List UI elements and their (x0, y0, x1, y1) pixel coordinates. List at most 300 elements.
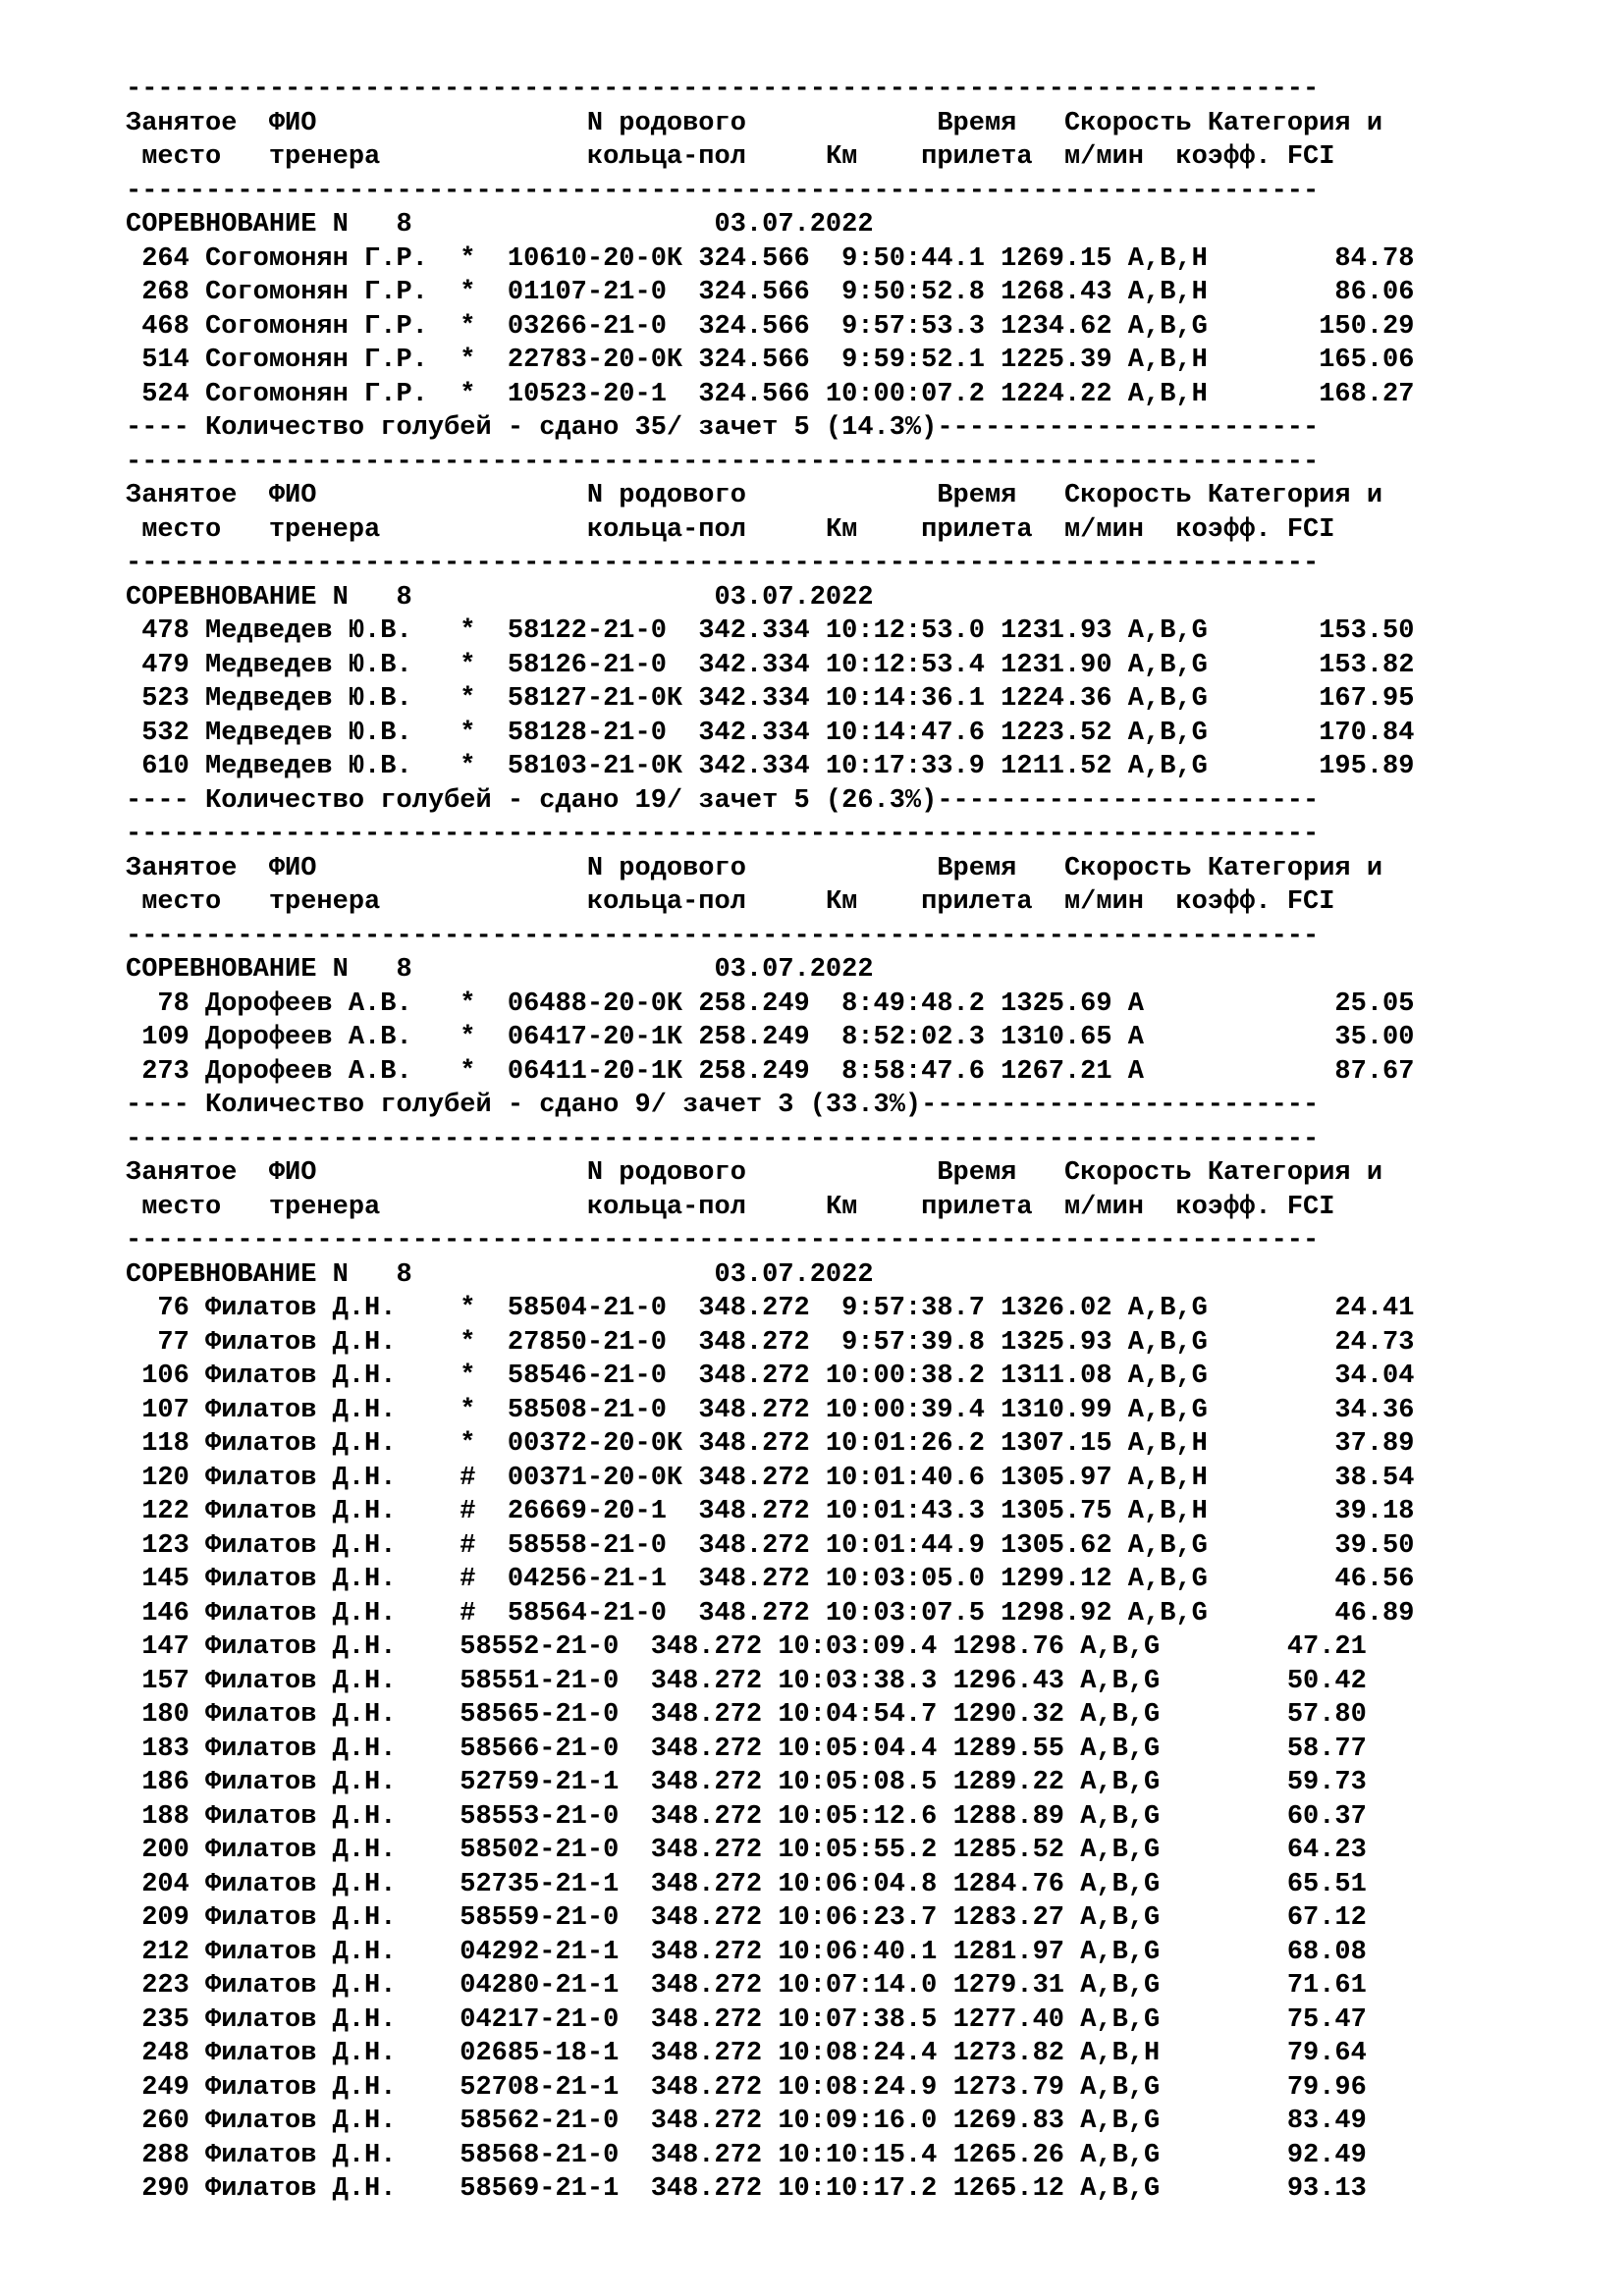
speed-cell: 1223.52 (1001, 718, 1112, 748)
ring-cell: 58546-21-0 (507, 1362, 699, 1391)
speed-cell: 1267.21 (1001, 1056, 1112, 1087)
header-fio: ФИО (268, 1158, 587, 1188)
name-cell: Медведев Ю.В. (205, 650, 460, 680)
ring-cell: 58508-21-0 (507, 1395, 699, 1425)
results-page (126, 73, 1598, 2207)
place-cell: 183 (126, 1734, 206, 1764)
competition-date: 03.07.2022 (714, 582, 874, 613)
table-row (126, 717, 1598, 751)
competition-number: 8 (396, 1259, 412, 1290)
place-cell: 478 (126, 616, 206, 646)
mark-cell: * (460, 379, 508, 409)
category-cell: A,B,G (1080, 1700, 1176, 1730)
km-cell: 342.334 (698, 650, 810, 680)
table-row (126, 1834, 1598, 1868)
time-cell: 8:49:48.2 (809, 988, 985, 1019)
ring-cell: 06411-20-1К (507, 1056, 699, 1087)
km-cell: 348.272 (650, 1666, 763, 1696)
coef-cell: 83.49 (1175, 2107, 1367, 2136)
header-time: Время (937, 108, 1064, 138)
speed-cell: 1231.90 (1001, 650, 1112, 680)
time-cell: 10:08:24.4 (762, 2039, 938, 2068)
ring-cell: 00372-20-0К (507, 1429, 699, 1459)
time-cell: 10:09:16.0 (762, 2107, 938, 2136)
place-cell: 204 (126, 1869, 206, 1899)
table-row (126, 1360, 1598, 1394)
speed-cell: 1325.93 (1001, 1327, 1112, 1358)
name-cell: Филатов Д.Н. (205, 1869, 460, 1899)
header-km: Км (825, 142, 922, 172)
mark-cell: # (460, 1497, 508, 1526)
mark-cell: * (460, 988, 508, 1019)
competition-line (126, 953, 1598, 988)
speed-cell: 1298.76 (952, 1632, 1064, 1662)
competition-number: 8 (396, 582, 412, 613)
name-cell: Согомонян Г.Р. (205, 379, 460, 409)
ring-cell: 58502-21-0 (460, 1836, 651, 1865)
coef-cell: 71.61 (1175, 1971, 1367, 2001)
header-speed-2: м/мин (1063, 887, 1176, 917)
coef-cell: 24.41 (1223, 1294, 1415, 1323)
header-place-2: место (141, 514, 269, 545)
mark-cell: * (460, 650, 508, 680)
coef-cell: 35.00 (1223, 1023, 1415, 1052)
header-time: Время (937, 853, 1064, 883)
name-cell: Филатов Д.Н. (205, 2072, 460, 2103)
mark-cell: * (460, 616, 508, 646)
km-cell: 348.272 (650, 2072, 763, 2103)
name-cell: Филатов Д.Н. (205, 1666, 460, 1696)
time-cell: 10:12:53.4 (809, 650, 985, 680)
time-cell: 10:14:47.6 (809, 718, 985, 748)
header-speed: Скорость (1063, 108, 1208, 138)
ring-cell: 58566-21-0 (460, 1734, 651, 1764)
ring-cell: 58562-21-0 (460, 2107, 651, 2136)
speed-cell: 1311.08 (1001, 1362, 1112, 1391)
place-cell: 109 (126, 1023, 206, 1052)
ring-cell: 04292-21-1 (460, 1937, 651, 1967)
mark-cell: * (460, 243, 508, 274)
competition-date: 03.07.2022 (714, 955, 874, 985)
separator-line: --------------------------------------------------------------------------- (126, 1226, 1320, 1255)
header-time-2: прилета (921, 142, 1064, 172)
header-cat: Категория и (1207, 481, 1383, 510)
header-place-2: место (141, 887, 269, 917)
header-time: Время (937, 1158, 1064, 1188)
table-row (126, 1394, 1598, 1428)
speed-cell: 1265.12 (952, 2174, 1064, 2204)
place-cell: 610 (126, 752, 206, 781)
km-cell: 348.272 (650, 2174, 763, 2204)
coef-cell: 50.42 (1175, 1666, 1367, 1696)
column-header-line-1 (126, 107, 1598, 141)
time-cell: 9:50:44.1 (809, 243, 985, 274)
coef-cell: 34.36 (1223, 1395, 1415, 1425)
place-cell: 106 (126, 1362, 206, 1391)
speed-cell: 1288.89 (952, 1801, 1064, 1832)
category-cell: A (1127, 988, 1224, 1019)
place-cell: 146 (126, 1598, 206, 1629)
place-cell: 523 (126, 684, 206, 714)
time-cell: 10:10:17.2 (762, 2174, 938, 2204)
table-row (126, 2003, 1598, 2038)
coef-cell: 24.73 (1223, 1327, 1415, 1358)
name-cell: Филатов Д.Н. (205, 1734, 460, 1764)
column-header-line-2 (126, 1191, 1598, 1225)
coef-cell: 170.84 (1223, 718, 1415, 748)
ring-cell: 58553-21-0 (460, 1801, 651, 1832)
mark-cell: * (460, 1429, 508, 1459)
place-cell: 235 (126, 2004, 206, 2035)
ring-cell: 52708-21-1 (460, 2072, 651, 2103)
category-cell: A,B,G (1127, 718, 1224, 748)
mark-cell: * (460, 752, 508, 781)
time-cell: 10:08:24.9 (762, 2072, 938, 2103)
separator-line: --------------------------------------------------------------------------- (126, 820, 1320, 849)
km-cell: 348.272 (698, 1395, 810, 1425)
time-cell: 10:12:53.0 (809, 616, 985, 646)
table-row (126, 378, 1598, 412)
ring-cell: 22783-20-0К (507, 346, 699, 375)
column-header-line-2 (126, 885, 1598, 920)
summary-text: Количество голубей - сдано 19/ зачет 5 (26.3%) (205, 785, 938, 816)
place-cell: 180 (126, 1700, 206, 1730)
km-cell: 324.566 (698, 346, 810, 375)
km-cell: 348.272 (650, 1937, 763, 1967)
ring-cell: 06417-20-1К (507, 1023, 699, 1052)
table-row (126, 1936, 1598, 1970)
time-cell: 10:03:05.0 (809, 1565, 985, 1594)
ring-cell: 58569-21-1 (460, 2174, 651, 2204)
km-cell: 348.272 (698, 1294, 810, 1323)
name-cell: Филатов Д.Н. (205, 1530, 460, 1561)
separator-line: --------------------------------------------------------------------------- (126, 921, 1320, 951)
km-cell: 348.272 (650, 1700, 763, 1730)
speed-cell: 1277.40 (952, 2004, 1064, 2035)
category-cell: A,B,G (1080, 2174, 1176, 2204)
ring-cell: 58558-21-0 (507, 1530, 699, 1561)
header-ring-2: кольца-пол (586, 514, 826, 545)
category-cell: A,B,G (1127, 752, 1224, 781)
time-cell: 10:05:12.6 (762, 1801, 938, 1832)
competition-label: СОРЕВНОВАНИЕ N (126, 955, 349, 985)
km-cell: 348.272 (650, 1971, 763, 2001)
mark-cell: * (460, 718, 508, 748)
time-cell: 9:57:39.8 (809, 1327, 985, 1358)
place-cell: 76 (126, 1294, 206, 1323)
time-cell: 10:00:39.4 (809, 1395, 985, 1425)
km-cell: 258.249 (698, 988, 810, 1019)
category-cell: A,B,G (1080, 1734, 1176, 1764)
header-time: Время (937, 481, 1064, 510)
speed-cell: 1283.27 (952, 1903, 1064, 1933)
ring-cell: 58552-21-0 (460, 1632, 651, 1662)
competition-label: СОРЕВНОВАНИЕ N (126, 1259, 349, 1290)
competition-number: 8 (396, 955, 412, 985)
name-cell: Филатов Д.Н. (205, 1429, 460, 1459)
header-fio: ФИО (268, 853, 587, 883)
separator-line: --------------------------------------------------------------------------- (126, 75, 1320, 104)
name-cell: Филатов Д.Н. (205, 1362, 460, 1391)
speed-cell: 1268.43 (1001, 278, 1112, 307)
name-cell: Медведев Ю.В. (205, 684, 460, 714)
coef-cell: 92.49 (1175, 2140, 1367, 2170)
place-cell: 200 (126, 1836, 206, 1865)
header-fio-2: тренера (268, 142, 587, 172)
time-cell: 10:07:38.5 (762, 2004, 938, 2035)
header-speed-2: м/мин (1063, 1192, 1176, 1222)
coef-cell: 79.64 (1175, 2039, 1367, 2068)
table-row (126, 1427, 1598, 1462)
category-cell: A (1127, 1056, 1224, 1087)
name-cell: Филатов Д.Н. (205, 1565, 460, 1594)
place-cell: 524 (126, 379, 206, 409)
speed-cell: 1326.02 (1001, 1294, 1112, 1323)
header-time-2: прилета (921, 514, 1064, 545)
speed-cell: 1211.52 (1001, 752, 1112, 781)
place-cell: 268 (126, 278, 206, 307)
category-cell: A,B,G (1127, 684, 1224, 714)
place-cell: 120 (126, 1463, 206, 1493)
category-cell: A,B,G (1127, 1327, 1224, 1358)
time-cell: 9:59:52.1 (809, 346, 985, 375)
name-cell: Филатов Д.Н. (205, 1327, 460, 1358)
category-cell: A,B,H (1127, 243, 1224, 274)
coef-cell: 37.89 (1223, 1429, 1415, 1459)
speed-cell: 1273.82 (952, 2039, 1064, 2068)
header-place: Занятое (126, 481, 269, 510)
coef-cell: 25.05 (1223, 988, 1415, 1019)
category-cell: A,B,G (1127, 1598, 1224, 1629)
coef-cell: 59.73 (1175, 1768, 1367, 1797)
km-cell: 348.272 (650, 1836, 763, 1865)
category-cell: A,B,G (1080, 1768, 1176, 1797)
coef-cell: 86.06 (1223, 278, 1415, 307)
time-cell: 10:05:04.4 (762, 1734, 938, 1764)
table-row (126, 1969, 1598, 2003)
speed-cell: 1234.62 (1001, 311, 1112, 342)
header-cat-2: коэфф. FCI (1175, 142, 1335, 172)
ring-cell: 58126-21-0 (507, 650, 699, 680)
header-place: Занятое (126, 1158, 269, 1188)
header-speed: Скорость (1063, 853, 1208, 883)
time-cell: 10:01:43.3 (809, 1497, 985, 1526)
competition-number: 8 (396, 210, 412, 240)
mark-cell: * (460, 1362, 508, 1391)
category-cell: A,B,G (1080, 1903, 1176, 1933)
ring-cell: 04280-21-1 (460, 1971, 651, 2001)
category-cell: A,B,G (1127, 1565, 1224, 1594)
speed-cell: 1289.55 (952, 1734, 1064, 1764)
header-speed: Скорость (1063, 1158, 1208, 1188)
table-row (126, 750, 1598, 784)
table-row (126, 1698, 1598, 1733)
speed-cell: 1279.31 (952, 1971, 1064, 2001)
km-cell: 348.272 (698, 1362, 810, 1391)
speed-cell: 1298.92 (1001, 1598, 1112, 1629)
name-cell: Согомонян Г.Р. (205, 311, 460, 342)
table-row (126, 1495, 1598, 1529)
ring-cell: 58565-21-0 (460, 1700, 651, 1730)
name-cell: Филатов Д.Н. (205, 2107, 460, 2136)
header-fio-2: тренера (268, 887, 587, 917)
coef-cell: 47.21 (1175, 1632, 1367, 1662)
table-row (126, 2071, 1598, 2106)
coef-cell: 87.67 (1223, 1056, 1415, 1087)
place-cell: 107 (126, 1395, 206, 1425)
ring-cell: 00371-20-0К (507, 1463, 699, 1493)
coef-cell: 93.13 (1175, 2174, 1367, 2204)
competition-label: СОРЕВНОВАНИЕ N (126, 210, 349, 240)
mark-cell: * (460, 1395, 508, 1425)
name-cell: Медведев Ю.В. (205, 616, 460, 646)
name-cell: Филатов Д.Н. (205, 2039, 460, 2068)
km-cell: 324.566 (698, 278, 810, 307)
header-place-2: место (141, 1192, 269, 1222)
ring-cell: 27850-21-0 (507, 1327, 699, 1358)
km-cell: 348.272 (650, 1869, 763, 1899)
name-cell: Медведев Ю.В. (205, 752, 460, 781)
competition-label: СОРЕВНОВАНИЕ N (126, 582, 349, 613)
time-cell: 10:06:40.1 (762, 1937, 938, 1967)
name-cell: Согомонян Г.Р. (205, 243, 460, 274)
place-cell: 532 (126, 718, 206, 748)
category-cell: A,B,H (1127, 1429, 1224, 1459)
table-row (126, 682, 1598, 717)
category-cell: A,B,G (1127, 650, 1224, 680)
ring-cell: 58122-21-0 (507, 616, 699, 646)
km-cell: 342.334 (698, 718, 810, 748)
km-cell: 348.272 (698, 1429, 810, 1459)
km-cell: 348.272 (698, 1598, 810, 1629)
time-cell: 10:03:09.4 (762, 1632, 938, 1662)
coef-cell: 153.50 (1223, 616, 1415, 646)
summary-text: Количество голубей - сдано 35/ зачет 5 (14.3%) (205, 413, 938, 443)
separator-line: --------------------------------------------------------------------------- (126, 176, 1320, 206)
table-row (126, 276, 1598, 310)
ring-cell: 58568-21-0 (460, 2140, 651, 2170)
time-cell: 10:06:04.8 (762, 1869, 938, 1899)
name-cell: Согомонян Г.Р. (205, 346, 460, 375)
coef-cell: 57.80 (1175, 1700, 1367, 1730)
summary-line: ---- Количество голубей - сдано 9/ зачет 3 (33.3%)------------------------- (126, 1091, 1320, 1120)
speed-cell: 1305.97 (1001, 1463, 1112, 1493)
coef-cell: 60.37 (1175, 1801, 1367, 1832)
name-cell: Филатов Д.Н. (205, 2174, 460, 2204)
table-row (126, 1733, 1598, 1767)
table-row (126, 2037, 1598, 2071)
table-row (126, 1868, 1598, 1902)
competition-line (126, 581, 1598, 615)
coef-cell: 46.56 (1223, 1565, 1415, 1594)
category-cell: A,B,H (1127, 346, 1224, 375)
category-cell: A,B,G (1080, 1836, 1176, 1865)
speed-cell: 1269.83 (952, 2107, 1064, 2136)
mark-cell: # (460, 1463, 508, 1493)
km-cell: 348.272 (650, 1903, 763, 1933)
time-cell: 10:05:08.5 (762, 1768, 938, 1797)
header-ring: N родового (586, 481, 938, 510)
header-cat: Категория и (1207, 853, 1383, 883)
ring-cell: 52735-21-1 (460, 1869, 651, 1899)
ring-cell: 58551-21-0 (460, 1666, 651, 1696)
mark-cell: # (460, 1598, 508, 1629)
table-row (126, 1529, 1598, 1564)
category-cell: A,B,G (1127, 1395, 1224, 1425)
header-fio-2: тренера (268, 1192, 587, 1222)
speed-cell: 1281.97 (952, 1937, 1064, 1967)
header-fio: ФИО (268, 108, 587, 138)
coef-cell: 68.08 (1175, 1937, 1367, 1967)
place-cell: 248 (126, 2039, 206, 2068)
name-cell: Филатов Д.Н. (205, 2004, 460, 2035)
name-cell: Филатов Д.Н. (205, 1632, 460, 1662)
place-cell: 212 (126, 1937, 206, 1967)
table-row (126, 1055, 1598, 1090)
km-cell: 348.272 (650, 2039, 763, 2068)
place-cell: 118 (126, 1429, 206, 1459)
place-cell: 186 (126, 1768, 206, 1797)
category-cell: A,B,G (1127, 1530, 1224, 1561)
name-cell: Филатов Д.Н. (205, 1700, 460, 1730)
mark-cell: * (460, 1294, 508, 1323)
mark-cell: * (460, 278, 508, 307)
table-row (126, 1462, 1598, 1496)
time-cell: 10:03:07.5 (809, 1598, 985, 1629)
competition-line (126, 1258, 1598, 1293)
category-cell: A (1127, 1023, 1224, 1052)
speed-cell: 1299.12 (1001, 1565, 1112, 1594)
category-cell: A,B,G (1080, 1666, 1176, 1696)
table-row (126, 1901, 1598, 1936)
header-place: Занятое (126, 108, 269, 138)
time-cell: 10:14:36.1 (809, 684, 985, 714)
time-cell: 10:01:26.2 (809, 1429, 985, 1459)
name-cell: Филатов Д.Н. (205, 1801, 460, 1832)
km-cell: 348.272 (698, 1565, 810, 1594)
speed-cell: 1305.75 (1001, 1497, 1112, 1526)
category-cell: A,B,G (1080, 1937, 1176, 1967)
category-cell: A,B,G (1127, 311, 1224, 342)
place-cell: 479 (126, 650, 206, 680)
table-row (126, 2172, 1598, 2207)
place-cell: 77 (126, 1327, 206, 1358)
name-cell: Филатов Д.Н. (205, 1937, 460, 1967)
speed-cell: 1296.43 (952, 1666, 1064, 1696)
ring-cell: 58127-21-0К (507, 684, 699, 714)
ring-cell: 58103-21-0К (507, 752, 699, 781)
mark-cell: * (460, 1327, 508, 1358)
ring-cell: 52759-21-1 (460, 1768, 651, 1797)
name-cell: Дорофеев А.В. (205, 1056, 460, 1087)
category-cell: A,B,G (1127, 1362, 1224, 1391)
km-cell: 342.334 (698, 684, 810, 714)
speed-cell: 1265.26 (952, 2140, 1064, 2170)
time-cell: 8:52:02.3 (809, 1023, 985, 1052)
table-row (126, 310, 1598, 345)
category-cell: A,B,G (1080, 1971, 1176, 2001)
name-cell: Согомонян Г.Р. (205, 278, 460, 307)
coef-cell: 46.89 (1223, 1598, 1415, 1629)
km-cell: 342.334 (698, 616, 810, 646)
mark-cell: # (460, 1565, 508, 1594)
ring-cell: 58564-21-0 (507, 1598, 699, 1629)
coef-cell: 39.50 (1223, 1530, 1415, 1561)
mark-cell: * (460, 684, 508, 714)
coef-cell: 34.04 (1223, 1362, 1415, 1391)
category-cell: A,B,H (1127, 278, 1224, 307)
header-ring: N родового (586, 1158, 938, 1188)
